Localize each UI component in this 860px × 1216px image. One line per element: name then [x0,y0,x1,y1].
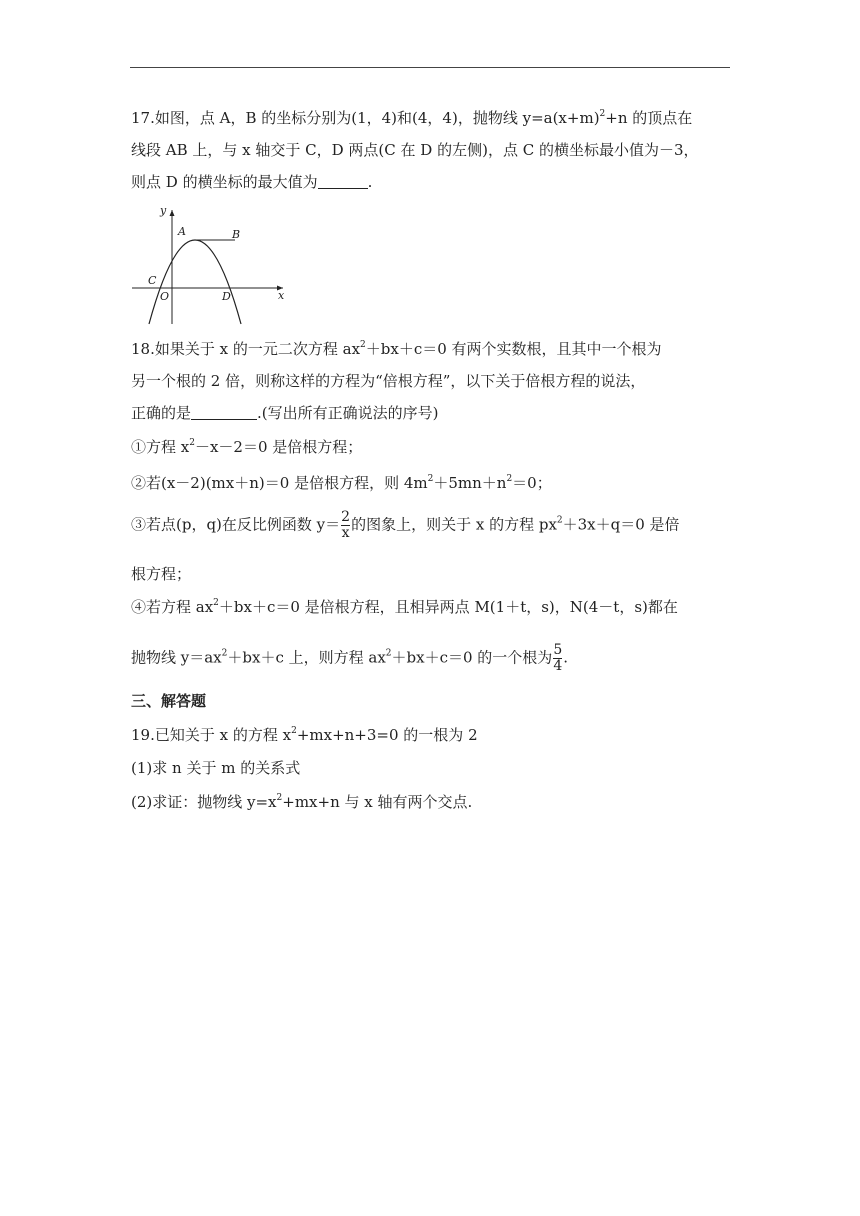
q18-option-2: ②若(x－2)(mx＋n)＝0 是倍根方程，则 $4m^2+5mn+n^2=0$； [131,474,552,492]
answer-blank [191,405,257,420]
q17-line-1: 17.如图，点 A，B 的坐标分别为(1，4)和(4，4)，抛物线 $y=a(x+m)^2+n$ 的顶点在 [131,109,693,127]
q18-option-1: ①方程 $x^2-x-2=0$ 是倍根方程； [131,438,363,456]
x-label: x [278,289,285,302]
fraction-5-over-4: $\frac{5}{4}$ [553,642,563,674]
q19-part-1: (1)求 n 关于 m 的关系式 [131,759,301,777]
y-axis-arrow [170,210,175,216]
answer-blank [318,174,368,189]
point-b-label: B [232,228,241,241]
q18-option-4-cont: 抛物线 $y=ax^2+bx+c$ 上，则方程 $ax^2+bx+c=0$ 的一个根为 $\frac{5}{4}$ . [131,642,569,674]
q18-option-4: ④若方程 $ax^2+bx+c=0$ 是倍根方程，且相异两点 M(1＋t，s)，N(4－t，s)都在 [131,598,678,616]
origin-label: O [160,290,170,303]
q17-line-3: 则点 D 的横坐标的最大值为 . [131,173,373,191]
point-a-label: A [178,225,186,238]
y-label: y [160,204,167,217]
q18-line-3: 正确的是 .(写出所有正确说法的序号) [131,404,439,422]
q18-line-2: 另一个根的 2 倍，则称这样的方程为“倍根方程”，以下关于倍根方程的说法， [131,372,646,390]
header-rule [130,67,730,68]
point-c-label: C [148,274,157,287]
q18-option-3: ③若点(p，q)在反比例函数 y＝ $\frac{2}{x}$ 的图象上，则关于 x 的方程 $px^2+3x+q=0$ 是倍 [131,509,680,541]
q18-option-3-cont: 根方程； [131,565,192,583]
q17-line-2: 线段 AB 上，与 x 轴交于 C，D 两点(C 在 D 的左侧)，点 C 的横坐标最小值为－3， [131,141,699,159]
section-title: 三、解答题 [131,692,207,710]
fraction-2-over-x: $\frac{2}{x}$ [341,509,351,541]
q19-line-1: 19.已知关于 x 的方程 $x^2+mx+n+3=0$ 的一根为 2 [131,726,478,744]
point-d-label: D [222,290,231,303]
parabola-figure [128,202,290,326]
q19-part-2: (2)求证：抛物线 $y=x^2+mx+n$ 与 x 轴有两个交点. [131,793,473,811]
parabola-curve [149,240,241,324]
q18-line-1: 18.如果关于 x 的一元二次方程 $ax^2+bx+c=0$ 有两个实数根，且其中一个根为 [131,340,662,358]
